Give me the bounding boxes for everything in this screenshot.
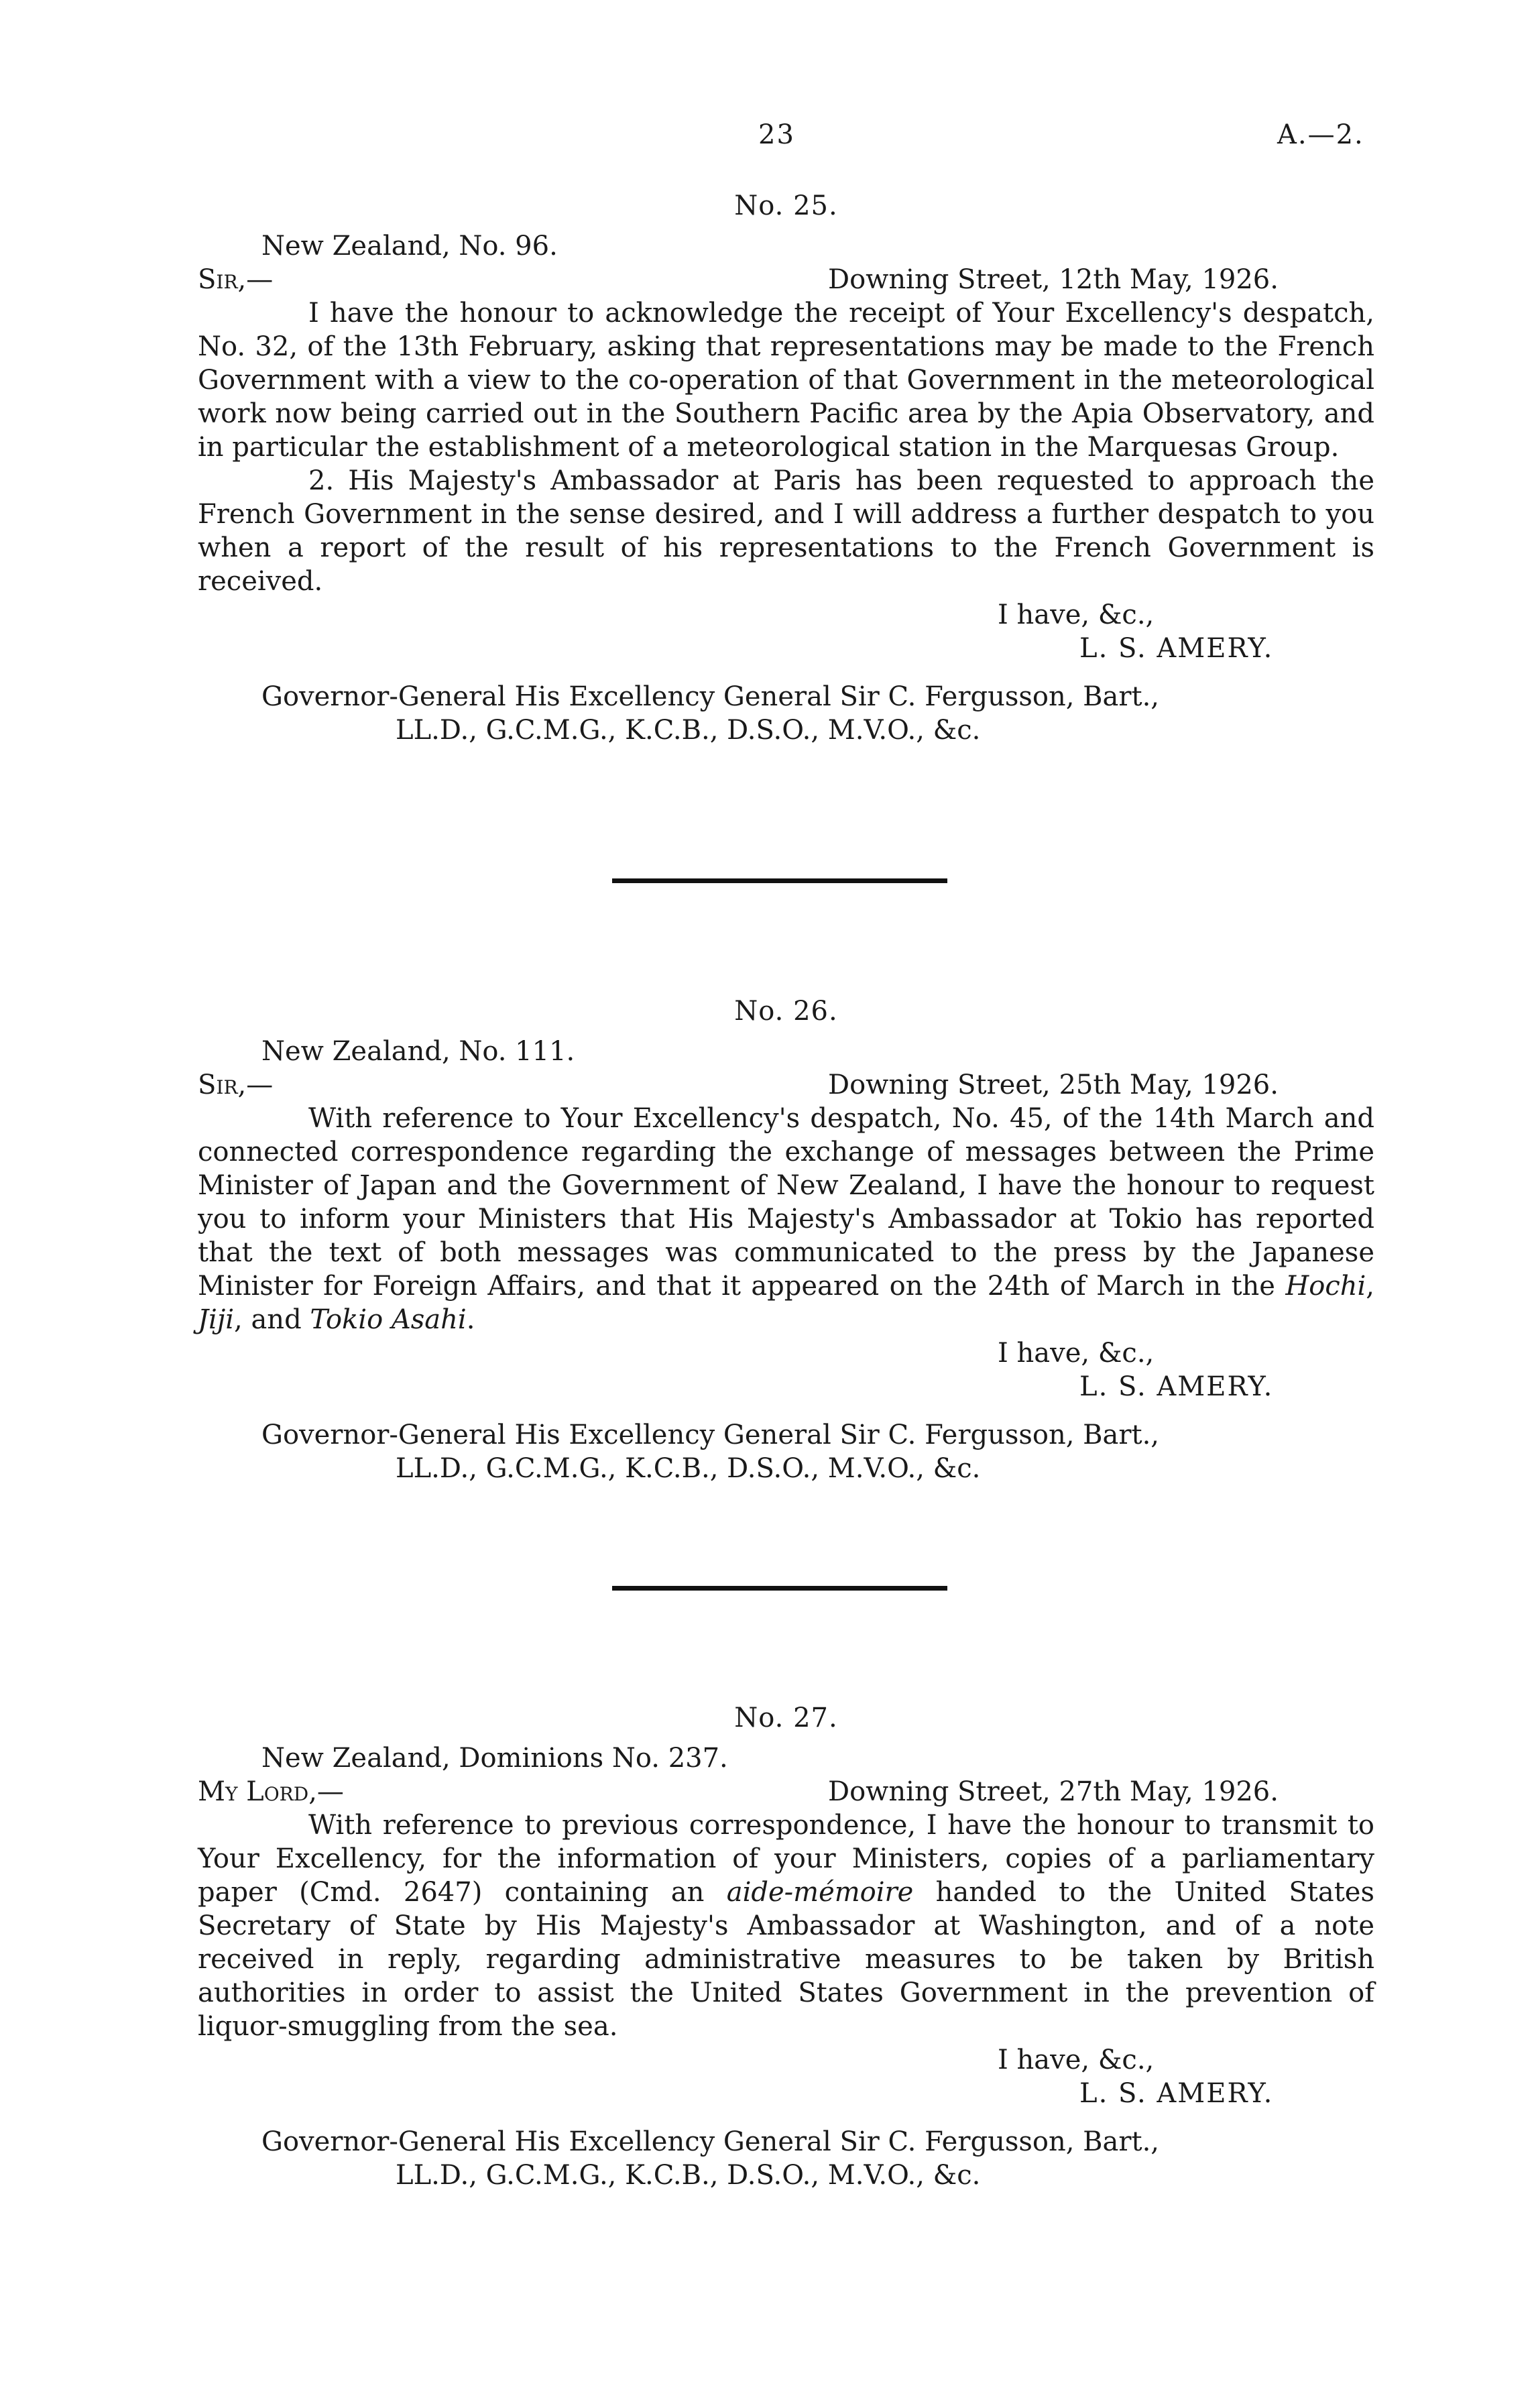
- closing: I have, &c.,: [998, 2045, 1155, 2075]
- despatch-paragraph: I have the honour to acknowledge the receipt of Your Excellency's despatch, No. 32, of the 13th February, asking that representations may be made to the French Government with a view to the co-operation of that Government in the meteorological work now being carried out in the Southern Pacific area by the Apia Observatory, and in particular the establishment of a meteorological station in the Marquesas Group.: [198, 298, 1374, 463]
- paper-reference: A.—2.: [1277, 119, 1364, 150]
- dateline: Downing Street, 25th May, 1926.: [828, 1070, 1279, 1100]
- signature: L. S. AMERY.: [1079, 1371, 1274, 1402]
- paragraph-text: With reference to Your Excellency's despatch, No. 45, of the 14th March and connected correspondence regarding the exchange of messages between the Prime Minister of Japan and the Government of New Zealand, I have the honour to request you to inform your Ministers that His Majesty's Ambassador at Tokio has reported that the text of both messages was communicated to the press by the Japanese Minister for Foreign Affairs, and that it appeared on the 24th of March in the: [198, 1103, 1374, 1302]
- addressee-line: Governor-General His Excellency General Sir C. Fergusson, Bart.,: [261, 1420, 1160, 1450]
- paragraph-text: handed to the United States Secretary of State by His Majesty's Ambassador at Washington, and of a note received in reply, regarding administrative measures to be taken by British authorities in order to assist the United States Government in the prevention of liquor-smuggling from the sea.: [198, 1877, 1375, 2042]
- despatch-reference: New Zealand, No. 111.: [261, 1036, 575, 1067]
- section-divider: [612, 878, 947, 883]
- addressee: [198, 1418, 1374, 1485]
- salutation: Sir,—: [198, 264, 274, 295]
- despatch-reference: New Zealand, No. 96.: [261, 231, 558, 262]
- addressee-line: Governor-General His Excellency General Sir C. Fergusson, Bart.,: [261, 681, 1160, 712]
- newspaper-name: Hochi: [1285, 1271, 1366, 1302]
- addressee-line: LL.D., G.C.M.G., K.C.B., D.S.O., M.V.O., &c.: [396, 715, 981, 746]
- despatch-paragraph: [198, 1809, 1374, 2043]
- page-number: 23: [758, 119, 795, 150]
- aide-memoire-term: aide-mémoire: [726, 1877, 914, 1908]
- signature: L. S. AMERY.: [1079, 633, 1274, 664]
- despatch-number: No. 27.: [734, 1703, 838, 1733]
- signature: L. S. AMERY.: [1079, 2078, 1274, 2109]
- dateline: Downing Street, 27th May, 1926.: [828, 1776, 1279, 1807]
- addressee-line: LL.D., G.C.M.G., K.C.B., D.S.O., M.V.O., &c.: [396, 2160, 981, 2191]
- despatch-25: [198, 189, 1374, 747]
- salutation: My Lord,—: [198, 1776, 344, 1807]
- salutation-row: [198, 263, 1374, 296]
- despatch-27: [198, 1701, 1374, 2192]
- section-divider: [612, 1586, 947, 1591]
- addressee-line: Governor-General His Excellency General Sir C. Fergusson, Bart.,: [261, 2126, 1160, 2157]
- despatch-26: [198, 994, 1374, 1485]
- closing: I have, &c.,: [998, 1338, 1155, 1369]
- paragraph-text: With reference to previous correspondence, I have the honour to transmit to Your Excellency, for the information of your Ministers, copies of a parliamentary paper (Cmd. 2647) containing an: [198, 1810, 1374, 1908]
- despatch-number: No. 25.: [734, 190, 838, 221]
- despatch-paragraph: With reference to Your Excellency's despatch, No. 45, of the 14th March and connected correspondence regarding the exchange of messages between the Prime Minister of Japan and the Government of New Zealand, I have the honour to request you to inform your Ministers that His Majesty's Ambassador at Tokio has reported that the text of both messages was communicated to the press by the Japanese Minister for Foreign Affairs, and that it appeared on the 24th of March in the Hochi, Jiji, and Tokio Asahi.: [198, 1103, 1374, 1335]
- addressee: [198, 680, 1374, 747]
- salutation-row: [198, 1068, 1374, 1102]
- closing: I have, &c.,: [998, 599, 1155, 630]
- newspaper-name: Jiji: [198, 1304, 235, 1335]
- addressee-line: LL.D., G.C.M.G., K.C.B., D.S.O., M.V.O., &c.: [396, 1453, 981, 1484]
- despatch-paragraph: 2. His Majesty's Ambassador at Paris has been requested to approach the French Government in the sense desired, and I will address a further despatch to you when a report of the result of his representations to the French Government is received.: [198, 465, 1374, 597]
- dateline: Downing Street, 12th May, 1926.: [828, 264, 1279, 295]
- salutation: Sir,—: [198, 1070, 274, 1100]
- salutation-row: [198, 1775, 1374, 1809]
- despatch-number: No. 26.: [734, 996, 838, 1027]
- despatch-reference: New Zealand, Dominions No. 237.: [261, 1743, 728, 1774]
- newspaper-name: Tokio Asahi: [310, 1304, 467, 1335]
- addressee: [198, 2125, 1374, 2192]
